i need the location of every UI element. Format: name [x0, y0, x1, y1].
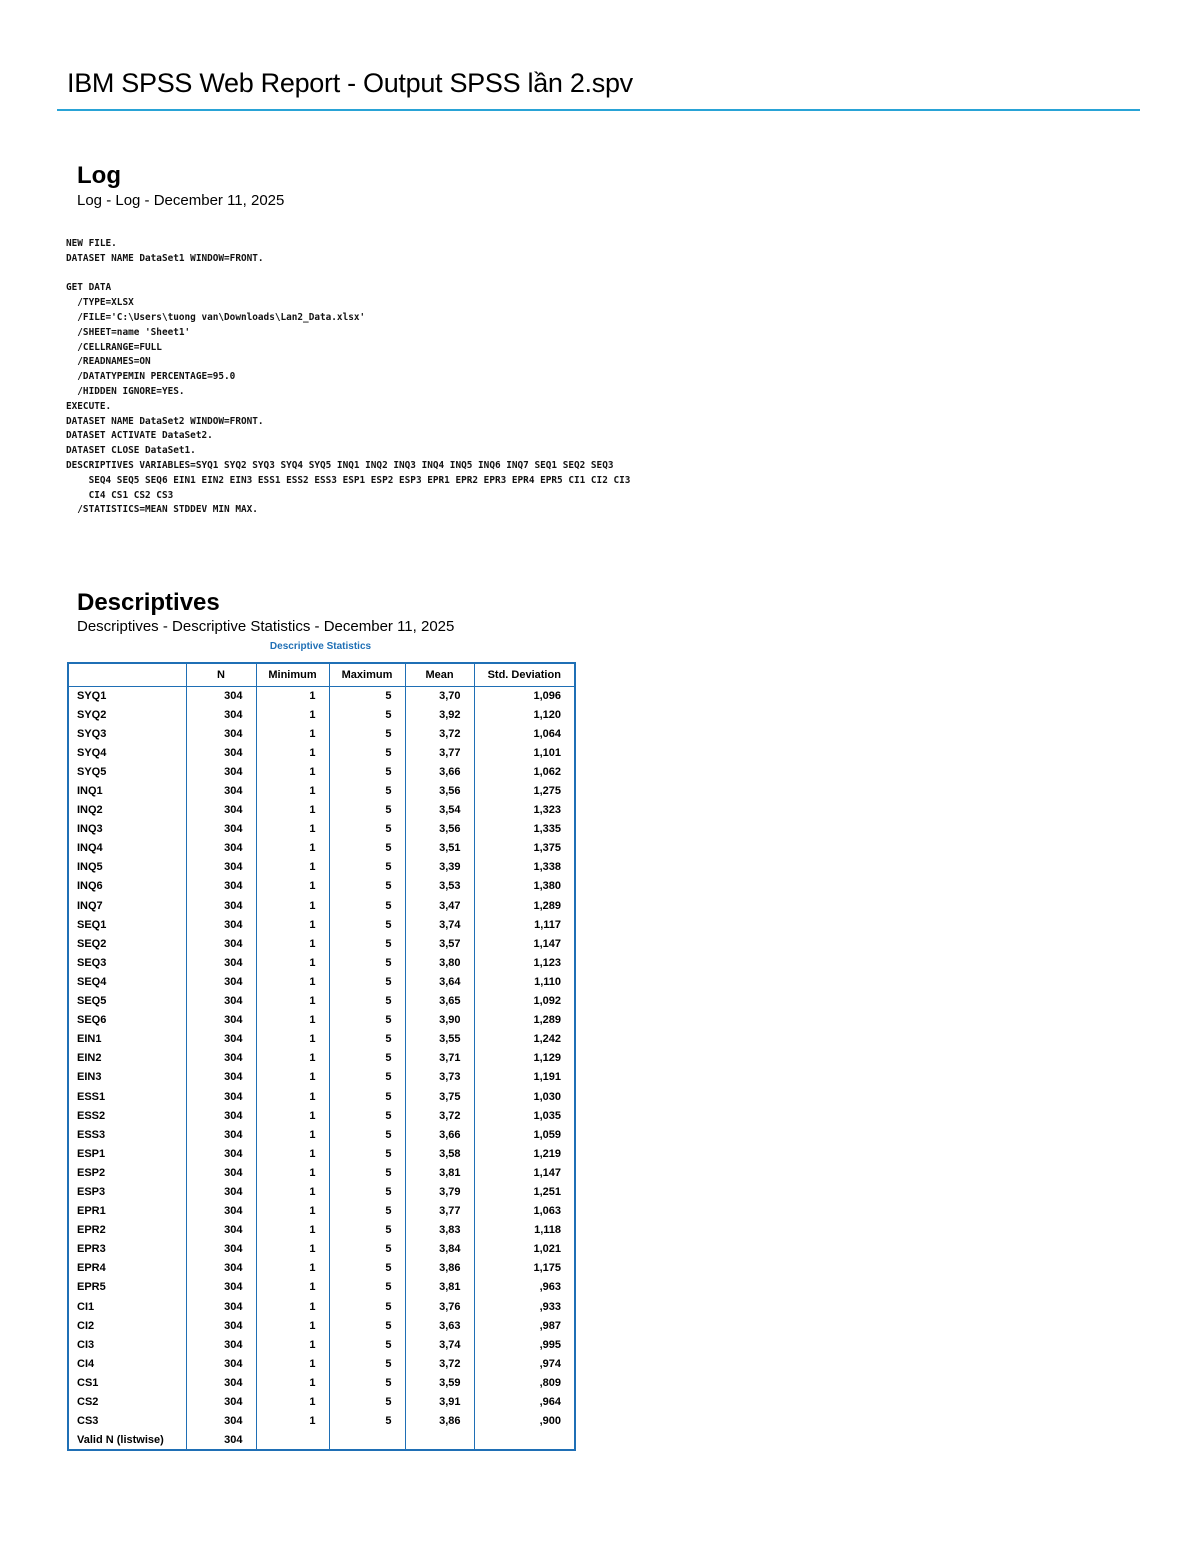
- row-label: Valid N (listwise): [68, 1431, 186, 1450]
- row-label: SEQ3: [68, 953, 186, 972]
- descriptives-subtitle: Descriptives - Descriptive Statistics - December 11, 2025: [77, 618, 455, 635]
- table-cell: 5: [329, 820, 405, 839]
- page-title: IBM SPSS Web Report - Output SPSS lần 2.spv: [67, 68, 633, 98]
- table-cell: 3,90: [405, 1011, 474, 1030]
- table-cell: 304: [186, 972, 256, 991]
- table-row: [68, 953, 575, 972]
- table-cell: 304: [186, 839, 256, 858]
- table-cell: 3,63: [405, 1316, 474, 1335]
- row-label: CS3: [68, 1412, 186, 1431]
- table-cell: 1: [256, 1125, 329, 1144]
- table-cell: 1,110: [474, 972, 575, 991]
- table-cell: ,995: [474, 1335, 575, 1354]
- table-cell: 304: [186, 915, 256, 934]
- table-cell: 3,74: [405, 1335, 474, 1354]
- table-cell: 1,147: [474, 1163, 575, 1182]
- table-row: [68, 1412, 575, 1431]
- table-cell: 3,73: [405, 1068, 474, 1087]
- table-cell: 1,021: [474, 1240, 575, 1259]
- table-cell: 3,77: [405, 1202, 474, 1221]
- column-header: Mean: [405, 663, 474, 686]
- row-label: SYQ4: [68, 743, 186, 762]
- table-row: [68, 1373, 575, 1392]
- row-label: EIN3: [68, 1068, 186, 1087]
- table-cell: 5: [329, 1068, 405, 1087]
- table-cell: 1: [256, 820, 329, 839]
- table-cell: 1: [256, 896, 329, 915]
- row-label: ESS3: [68, 1125, 186, 1144]
- table-cell: 304: [186, 1106, 256, 1125]
- table-row: [68, 934, 575, 953]
- table-cell: 3,72: [405, 1106, 474, 1125]
- row-label: CI4: [68, 1354, 186, 1373]
- table-cell: 304: [186, 781, 256, 800]
- table-cell: 1,092: [474, 992, 575, 1011]
- table-cell: 304: [186, 705, 256, 724]
- table-cell: 1: [256, 877, 329, 896]
- table-cell: 5: [329, 1240, 405, 1259]
- table-cell: 3,47: [405, 896, 474, 915]
- table-cell: 1,129: [474, 1049, 575, 1068]
- table-row: [68, 1297, 575, 1316]
- table-body: [68, 686, 575, 1450]
- table-cell: 1,323: [474, 801, 575, 820]
- table-cell: 5: [329, 1278, 405, 1297]
- table-cell: 1: [256, 1316, 329, 1335]
- table-cell: 5: [329, 1202, 405, 1221]
- table-cell: 3,92: [405, 705, 474, 724]
- table-cell: 304: [186, 1068, 256, 1087]
- table-cell: 1,191: [474, 1068, 575, 1087]
- table-cell: 1: [256, 1202, 329, 1221]
- table-cell: 3,59: [405, 1373, 474, 1392]
- table-cell: 1: [256, 1087, 329, 1106]
- table-cell: 1: [256, 1030, 329, 1049]
- table-cell: 304: [186, 1412, 256, 1431]
- table-cell: 5: [329, 1392, 405, 1411]
- table-cell: 304: [186, 1316, 256, 1335]
- row-label: EIN2: [68, 1049, 186, 1068]
- table-row: [68, 1144, 575, 1163]
- table-cell: 3,72: [405, 1354, 474, 1373]
- table-cell: 304: [186, 801, 256, 820]
- table-row: [68, 1011, 575, 1030]
- table-cell: 304: [186, 1354, 256, 1373]
- table-cell: [405, 1431, 474, 1450]
- row-label: ESP2: [68, 1163, 186, 1182]
- table-cell: 304: [186, 686, 256, 705]
- table-cell: 304: [186, 724, 256, 743]
- table-cell: 3,71: [405, 1049, 474, 1068]
- table-row: [68, 743, 575, 762]
- table-cell: 3,64: [405, 972, 474, 991]
- table-cell: 1,096: [474, 686, 575, 705]
- table-row: [68, 858, 575, 877]
- table-cell: 1,063: [474, 1202, 575, 1221]
- table-cell: 1,120: [474, 705, 575, 724]
- table-cell: 1: [256, 1106, 329, 1125]
- table-cell: 5: [329, 743, 405, 762]
- table-cell: 304: [186, 1240, 256, 1259]
- table-cell: 1: [256, 1354, 329, 1373]
- table-cell: 5: [329, 858, 405, 877]
- table-cell: 1: [256, 858, 329, 877]
- table-cell: 3,54: [405, 801, 474, 820]
- table-cell: 5: [329, 992, 405, 1011]
- table-row: [68, 1068, 575, 1087]
- table-cell: 5: [329, 1259, 405, 1278]
- table-cell: 1,101: [474, 743, 575, 762]
- row-label: EIN1: [68, 1030, 186, 1049]
- table-cell: 5: [329, 1125, 405, 1144]
- row-label: SYQ3: [68, 724, 186, 743]
- table-cell: 1,338: [474, 858, 575, 877]
- row-label: ESS1: [68, 1087, 186, 1106]
- row-label: SEQ6: [68, 1011, 186, 1030]
- table-cell: ,963: [474, 1278, 575, 1297]
- table-cell: 3,72: [405, 724, 474, 743]
- table-cell: 304: [186, 877, 256, 896]
- table-row: [68, 801, 575, 820]
- row-label: ESS2: [68, 1106, 186, 1125]
- table-cell: 304: [186, 1182, 256, 1201]
- table-cell: 5: [329, 762, 405, 781]
- row-label: INQ1: [68, 781, 186, 800]
- table-cell: 3,91: [405, 1392, 474, 1411]
- row-label: SEQ1: [68, 915, 186, 934]
- table-cell: 1: [256, 915, 329, 934]
- table-cell: 1,059: [474, 1125, 575, 1144]
- table-cell: 3,56: [405, 781, 474, 800]
- table-cell: 1: [256, 781, 329, 800]
- table-cell: 304: [186, 858, 256, 877]
- descriptive-statistics-table: [67, 662, 576, 1451]
- table-cell: 3,75: [405, 1087, 474, 1106]
- table-cell: 1,335: [474, 820, 575, 839]
- table-cell: 1,175: [474, 1259, 575, 1278]
- table-cell: 304: [186, 1087, 256, 1106]
- table-cell: 1,380: [474, 877, 575, 896]
- table-row: [68, 839, 575, 858]
- table-cell: 304: [186, 1431, 256, 1450]
- table-cell: 1: [256, 1163, 329, 1182]
- table-cell: 1: [256, 1259, 329, 1278]
- table-row: [68, 686, 575, 705]
- table-cell: 1,289: [474, 896, 575, 915]
- row-label: SEQ2: [68, 934, 186, 953]
- table-cell: 1,275: [474, 781, 575, 800]
- table-cell: 1: [256, 1412, 329, 1431]
- table-cell: 1,030: [474, 1087, 575, 1106]
- table-cell: 1: [256, 1182, 329, 1201]
- table-row: [68, 705, 575, 724]
- table-row: [68, 1049, 575, 1068]
- row-label: CS1: [68, 1373, 186, 1392]
- table-cell: 304: [186, 1125, 256, 1144]
- table-cell: 1,064: [474, 724, 575, 743]
- row-label: INQ5: [68, 858, 186, 877]
- table-cell: 1: [256, 934, 329, 953]
- table-row: [68, 1431, 575, 1450]
- table-cell: 1,035: [474, 1106, 575, 1125]
- table-row: [68, 1221, 575, 1240]
- table-cell: 3,83: [405, 1221, 474, 1240]
- row-label: ESP3: [68, 1182, 186, 1201]
- column-header: N: [186, 663, 256, 686]
- table-cell: 5: [329, 1354, 405, 1373]
- row-label: CI2: [68, 1316, 186, 1335]
- table-cell: 1: [256, 1144, 329, 1163]
- table-cell: 304: [186, 1049, 256, 1068]
- table-cell: 5: [329, 972, 405, 991]
- table-cell: 5: [329, 1335, 405, 1354]
- table-cell: ,900: [474, 1412, 575, 1431]
- table-cell: 304: [186, 896, 256, 915]
- table-cell: 5: [329, 915, 405, 934]
- row-label: SEQ5: [68, 992, 186, 1011]
- table-cell: 1: [256, 1068, 329, 1087]
- log-syntax: NEW FILE. DATASET NAME DataSet1 WINDOW=FRONT. GET DATA /TYPE=XLSX /FILE='C:\Users\tuong van\Downloads\Lan2_Data.xlsx' /SHEET=name 'Sheet1' /CELLRANGE=FULL /READNAMES=ON /DATATYPEMIN PERCENTAGE=95.0 /HIDDEN IGNORE=YES. EXECUTE. DATASET NAME DataSet2 WINDOW=FRONT. DATASET ACTIVATE DataSet2. DATASET CLOSE DataSet1. DESCRIPTIVES VARIABLES=SYQ1 SYQ2 SYQ3 SYQ4 SYQ5 INQ1 INQ2 INQ3 INQ4 INQ5 INQ6 INQ7 SEQ1 SEQ2 SEQ3 SEQ4 SEQ5 SEQ6 EIN1 EIN2 EIN3 ESS1 ESS2 ESS3 ESP1 ESP2 ESP3 EPR1 EPR2 EPR3 EPR4 EPR5 CI1 CI2 CI3 CI4 CS1 CS2 CS3 /STATISTICS=MEAN STDDEV MIN MAX.: [66, 238, 631, 516]
- table-row: [68, 1125, 575, 1144]
- table-cell: 5: [329, 801, 405, 820]
- table-row: [68, 1087, 575, 1106]
- table-cell: 5: [329, 1163, 405, 1182]
- table-cell: 304: [186, 953, 256, 972]
- table-cell: 5: [329, 1049, 405, 1068]
- table-cell: 3,86: [405, 1259, 474, 1278]
- table-cell: 1: [256, 1221, 329, 1240]
- table-row: [68, 820, 575, 839]
- row-label: EPR2: [68, 1221, 186, 1240]
- table-cell: ,974: [474, 1354, 575, 1373]
- row-label: EPR1: [68, 1202, 186, 1221]
- table-cell: 5: [329, 781, 405, 800]
- table-cell: 304: [186, 1144, 256, 1163]
- table-cell: 3,81: [405, 1278, 474, 1297]
- table-cell: 5: [329, 839, 405, 858]
- table-cell: 5: [329, 1144, 405, 1163]
- table-title: Descriptive Statistics: [269, 641, 372, 652]
- table-cell: 3,76: [405, 1297, 474, 1316]
- table-cell: 3,58: [405, 1144, 474, 1163]
- table-cell: 304: [186, 992, 256, 1011]
- table-row: [68, 1278, 575, 1297]
- table-row: [68, 1335, 575, 1354]
- table-cell: ,964: [474, 1392, 575, 1411]
- table-cell: 1,117: [474, 915, 575, 934]
- table-row: [68, 877, 575, 896]
- table-cell: 5: [329, 896, 405, 915]
- title-divider: [57, 109, 1140, 111]
- table-cell: 3,77: [405, 743, 474, 762]
- table-cell: 5: [329, 1011, 405, 1030]
- table-row: [68, 1259, 575, 1278]
- table-cell: 304: [186, 1373, 256, 1392]
- table-cell: 3,70: [405, 686, 474, 705]
- table-cell: 1: [256, 705, 329, 724]
- table-cell: 1: [256, 1335, 329, 1354]
- table-cell: 5: [329, 1373, 405, 1392]
- table-header-row: [68, 663, 575, 686]
- table-cell: 3,66: [405, 1125, 474, 1144]
- row-label: SYQ1: [68, 686, 186, 705]
- table-cell: 1: [256, 686, 329, 705]
- table-cell: 3,80: [405, 953, 474, 972]
- row-label: SEQ4: [68, 972, 186, 991]
- table-cell: 3,65: [405, 992, 474, 1011]
- table-cell: 1,062: [474, 762, 575, 781]
- table-cell: 3,79: [405, 1182, 474, 1201]
- row-label: EPR5: [68, 1278, 186, 1297]
- table-cell: 5: [329, 1412, 405, 1431]
- table-cell: 304: [186, 1278, 256, 1297]
- row-label: SYQ2: [68, 705, 186, 724]
- table-cell: 304: [186, 1259, 256, 1278]
- table-cell: 1: [256, 1373, 329, 1392]
- table-cell: 1: [256, 762, 329, 781]
- table-cell: 304: [186, 934, 256, 953]
- column-header: [68, 663, 186, 686]
- table-cell: 1,251: [474, 1182, 575, 1201]
- table-cell: 1: [256, 724, 329, 743]
- column-header: Std. Deviation: [474, 663, 575, 686]
- row-label: EPR4: [68, 1259, 186, 1278]
- table-cell: 1,147: [474, 934, 575, 953]
- table-cell: 304: [186, 743, 256, 762]
- column-header: Minimum: [256, 663, 329, 686]
- table-cell: 1: [256, 743, 329, 762]
- table-cell: ,987: [474, 1316, 575, 1335]
- table-cell: 1: [256, 1011, 329, 1030]
- table-cell: 304: [186, 1030, 256, 1049]
- table-row: [68, 896, 575, 915]
- descriptives-heading: Descriptives: [77, 589, 220, 616]
- table-cell: 3,39: [405, 858, 474, 877]
- table-cell: 1: [256, 1392, 329, 1411]
- table-cell: 304: [186, 1221, 256, 1240]
- table-cell: 1,219: [474, 1144, 575, 1163]
- table-row: [68, 762, 575, 781]
- table-cell: 3,56: [405, 820, 474, 839]
- table-row: [68, 1030, 575, 1049]
- table-cell: 304: [186, 1335, 256, 1354]
- column-header: Maximum: [329, 663, 405, 686]
- table-cell: 3,53: [405, 877, 474, 896]
- table-cell: 304: [186, 1202, 256, 1221]
- table-cell: 3,55: [405, 1030, 474, 1049]
- table-cell: [474, 1431, 575, 1450]
- row-label: CI3: [68, 1335, 186, 1354]
- table-cell: 1: [256, 953, 329, 972]
- log-heading: Log: [77, 162, 121, 189]
- table-cell: ,809: [474, 1373, 575, 1392]
- table-row: [68, 1316, 575, 1335]
- table-cell: 1,242: [474, 1030, 575, 1049]
- table-cell: 3,66: [405, 762, 474, 781]
- table-cell: 5: [329, 877, 405, 896]
- table-row: [68, 1202, 575, 1221]
- row-label: SYQ5: [68, 762, 186, 781]
- table-cell: 5: [329, 1030, 405, 1049]
- row-label: INQ7: [68, 896, 186, 915]
- table-cell: 5: [329, 1297, 405, 1316]
- row-label: INQ4: [68, 839, 186, 858]
- table-row: [68, 915, 575, 934]
- table-cell: 3,57: [405, 934, 474, 953]
- row-label: CI1: [68, 1297, 186, 1316]
- table-row: [68, 1163, 575, 1182]
- table-cell: 304: [186, 820, 256, 839]
- table-cell: 1,375: [474, 839, 575, 858]
- table-cell: 5: [329, 705, 405, 724]
- table-cell: 1,289: [474, 1011, 575, 1030]
- table-row: [68, 992, 575, 1011]
- table-cell: 304: [186, 1392, 256, 1411]
- table-cell: 1,118: [474, 1221, 575, 1240]
- table-cell: 1: [256, 1049, 329, 1068]
- table-cell: 3,81: [405, 1163, 474, 1182]
- table-cell: 5: [329, 724, 405, 743]
- table-cell: 304: [186, 1011, 256, 1030]
- table-cell: ,933: [474, 1297, 575, 1316]
- table-cell: 5: [329, 934, 405, 953]
- log-subtitle: Log - Log - December 11, 2025: [77, 192, 285, 209]
- row-label: INQ6: [68, 877, 186, 896]
- table-row: [68, 1354, 575, 1373]
- table-row: [68, 781, 575, 800]
- table-row: [68, 972, 575, 991]
- table-cell: [256, 1431, 329, 1450]
- table-cell: 1: [256, 801, 329, 820]
- table-cell: 1: [256, 1297, 329, 1316]
- table-cell: 5: [329, 686, 405, 705]
- table-row: [68, 1106, 575, 1125]
- table-cell: 5: [329, 1106, 405, 1125]
- table-cell: 3,84: [405, 1240, 474, 1259]
- table-cell: 304: [186, 1297, 256, 1316]
- table-cell: 3,51: [405, 839, 474, 858]
- row-label: INQ3: [68, 820, 186, 839]
- table-cell: 5: [329, 1087, 405, 1106]
- table-cell: 5: [329, 1221, 405, 1240]
- table-row: [68, 1392, 575, 1411]
- table-cell: [329, 1431, 405, 1450]
- table-cell: 1: [256, 992, 329, 1011]
- row-label: INQ2: [68, 801, 186, 820]
- table-row: [68, 1182, 575, 1201]
- table-cell: 5: [329, 953, 405, 972]
- table-cell: 3,74: [405, 915, 474, 934]
- table-cell: 1: [256, 1240, 329, 1259]
- row-label: EPR3: [68, 1240, 186, 1259]
- table-cell: 304: [186, 762, 256, 781]
- row-label: CS2: [68, 1392, 186, 1411]
- table-cell: 1: [256, 839, 329, 858]
- table-cell: 1,123: [474, 953, 575, 972]
- table-row: [68, 1240, 575, 1259]
- table-row: [68, 724, 575, 743]
- table-cell: 304: [186, 1163, 256, 1182]
- table-cell: 5: [329, 1316, 405, 1335]
- row-label: ESP1: [68, 1144, 186, 1163]
- table-cell: 1: [256, 972, 329, 991]
- table-cell: 1: [256, 1278, 329, 1297]
- table-cell: 3,86: [405, 1412, 474, 1431]
- table-cell: 5: [329, 1182, 405, 1201]
